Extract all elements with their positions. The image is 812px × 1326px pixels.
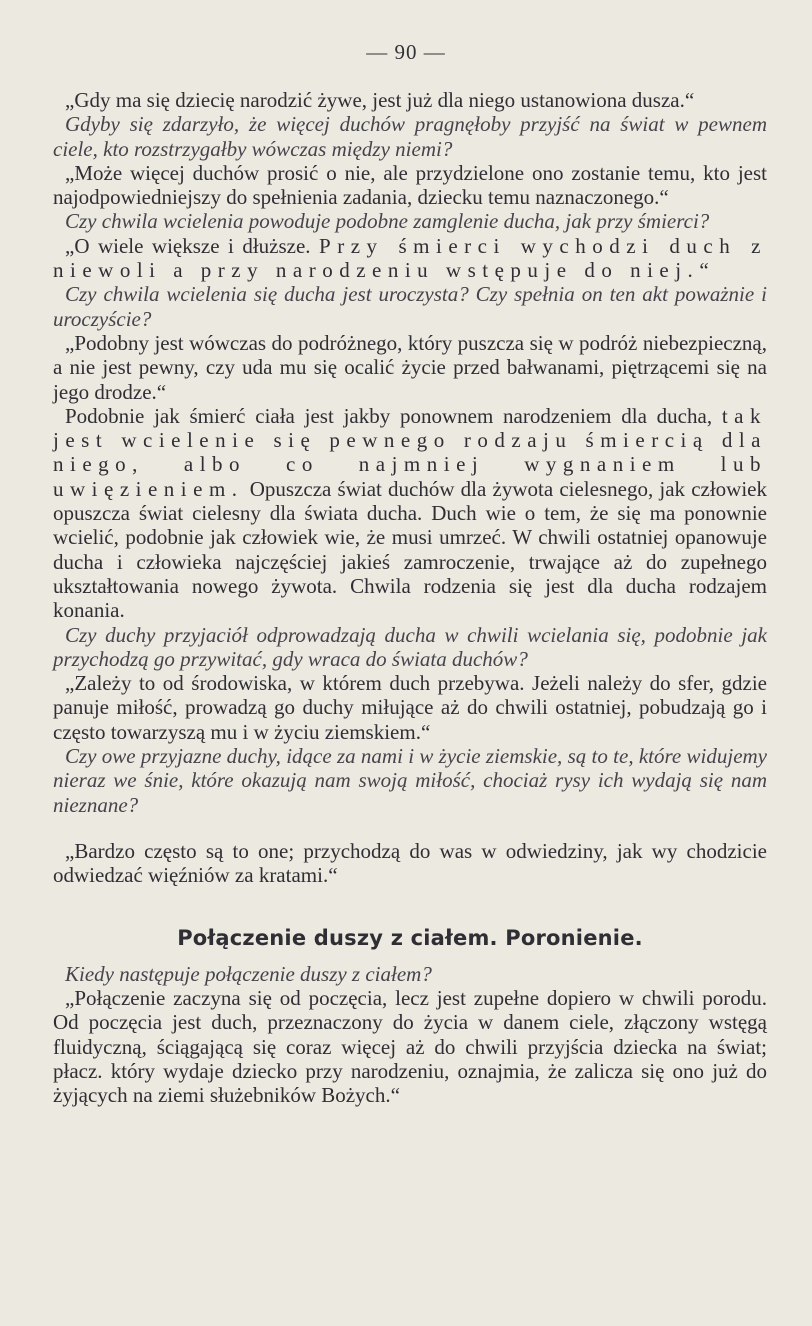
answer-paragraph: „Gdy ma się dziecię narodzić żywe, jest już dla niego ustanowiona dusza.“ — [65, 88, 695, 112]
question-paragraph: Czy chwila wcielenia powoduje podobne zamglenie ducha, jak przy śmierci? — [65, 209, 710, 234]
page-text — [53, 88, 767, 1108]
answer-paragraph: „Bardzo często są to one; przychodzą do was w odwiedziny, jak wy chodzicie odwiedzać więźniów za kratami.“ — [53, 838, 767, 888]
spaced-emphasis: Przy śmierci wychodzi duch z niewoli a przy narodzeniu wstępuje do niej. — [53, 233, 767, 283]
commentary-paragraph — [53, 404, 767, 623]
question-paragraph: Czy chwila wcielenia się ducha jest uroczysta? Czy spełnia on ten akt poważnie i uroczyście? — [53, 282, 767, 331]
spaced-emphasis: tak jest wcielenie się pewnego rodzaju śmiercią dla niego, albo co najmniej wygnaniem lub uwięzieniem. — [53, 403, 767, 501]
answer-paragraph — [53, 234, 767, 283]
paragraph-gap — [53, 817, 767, 839]
closing-quote: “ — [699, 258, 709, 283]
question-paragraph: Czy owe przyjazne duchy, idące za nami i w życie ziemskie, są to te, które widujemy nieraz we śnie, które okazują nam swoją miłość, chociaż rysy ich wydają się nam nieznane? — [53, 744, 767, 817]
answer-text: „O wiele większe i dłuższe. — [65, 233, 320, 258]
commentary-text: Podobnie jak śmierć ciała jest jakby ponownem narodzeniem dla ducha, — [65, 403, 722, 428]
commentary-text: Opuszcza świat duchów dla żywota cielesnego, jak człowiek opuszcza świat cielesny dla świata ducha. Duch wie o tem, że się ma ponownie wcielić, podobnie jak człowiek wie, że musi umrzeć. W chwili ostatniej opanowuje ducha i człowieka najczęściej jakieś zamroczenie, trwające aż do zupełnego ukształtowania nowego żywota. Chwila rodzenia się jest dla ducha rodzajem konania. — [53, 476, 767, 623]
answer-paragraph: „Może więcej duchów prosić o nie, ale przydzielone ono zostanie temu, kto jest najodpowiedniejszy do spełnienia zadania, dziecku temu naznaczonego.“ — [53, 160, 767, 210]
question-paragraph: Gdyby się zdarzyło, że więcej duchów pragnęłoby przyjść na świat w pewnem ciele, kto rozstrzygałby wówczas między niemi? — [53, 112, 767, 161]
page-number: — 90 — — [366, 40, 446, 64]
question-paragraph: Kiedy następuje połączenie duszy z ciałem? — [65, 961, 432, 986]
question-paragraph: Czy duchy przyjaciół odprowadzają ducha w chwili wcielania się, podobnie jak przychodzą go przywitać, gdy wraca do świata duchów? — [53, 622, 767, 671]
answer-paragraph: „Połączenie zaczyna się od poczęcia, lecz jest zupełne dopiero w chwili porodu. Od poczęcia jest duch, przeznaczony do życia w danem ciele, złączony wstęgą fluidyczną, ściągającą się coraz więcej aż do chwili przyjścia dziecka na świat; płacz. który wydaje dziecko przy narodzeniu, oznajmia, że zalicza się ono już do żyjących na ziemi służebników Bożych.“ — [53, 986, 767, 1108]
section-heading: Połączenie duszy z ciałem. Poronienie. — [177, 925, 643, 950]
answer-paragraph: „Zależy to od środowiska, w którem duch przebywa. Jeżeli należy do sfer, gdzie panuje miłość, prowadzą go duchy miłujące aż do chwili ostatniej, pobudzają go i często towarzyszą mu i w życiu ziemskiem.“ — [53, 671, 767, 744]
answer-paragraph: „Podobny jest wówczas do podróżnego, który puszcza się w podróż niebezpieczną, a nie jest pewny, czy uda mu się ocalić życie przed bałwanami, piętrzącemi się na jego drodze.“ — [53, 330, 767, 404]
